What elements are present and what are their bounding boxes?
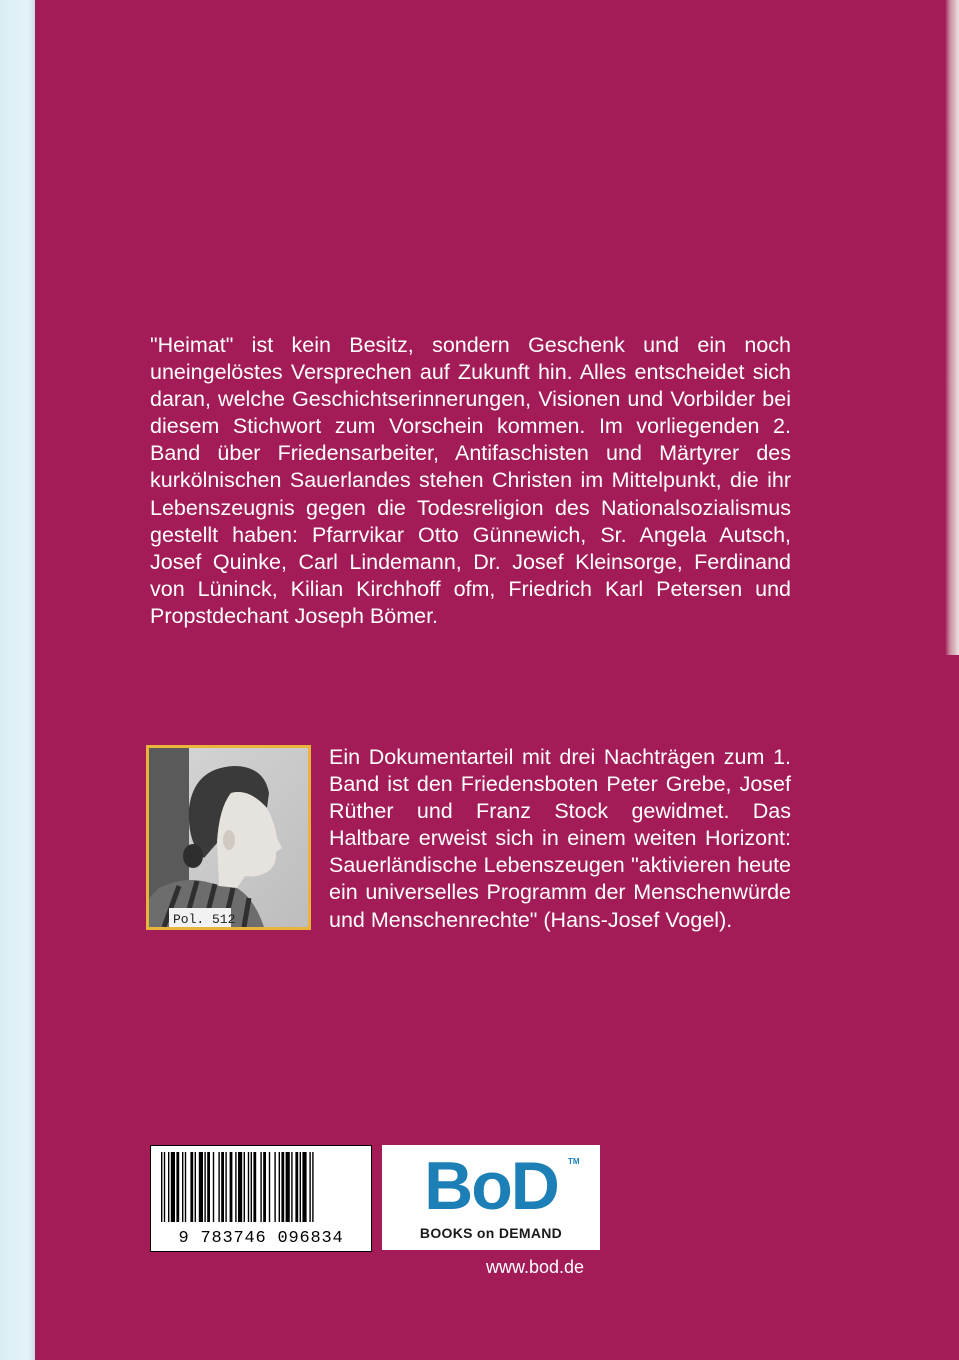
- photo-plaque-text: Pol. 512: [173, 912, 236, 927]
- publisher-logo-box: [382, 1145, 600, 1250]
- left-edge-strip: [0, 0, 35, 1360]
- trademark-mark: TM: [568, 1157, 580, 1166]
- blurb-main-paragraph: "Heimat" ist kein Besitz, sondern Geschenk und ein noch uneingelöstes Versprechen auf Zukunft hin. Alles entscheidet sich daran, welche Geschichtserinnerungen, Visionen und Vorbilder bei diesem Stichwort zum Vorschein kommen. Im vorliegenden 2. Band über Friedensarbeiter, Antifaschisten und Märtyrer des kurkölnischen Sauerlandes stehen Christen im Mittelpunkt, die ihr Lebenszeugnis gegen die Todesreligion des Nationalsozialismus gestellt haben: Pfarrvikar Otto Günnewich, Sr. Angela Autsch, Josef Quinke, Carl Lindemann, Dr. Josef Kleinsorge, Ferdinand von Lüninck, Kilian Kirchhoff ofm, Friedrich Karl Petersen und Propstdechant Joseph Bömer.: [150, 333, 791, 628]
- right-edge-shadow: [945, 0, 959, 655]
- portrait-photo: [146, 745, 311, 930]
- barcode-digits: 9 783746 096834: [178, 1229, 344, 1248]
- publisher-tagline: BOOKS on DEMAND: [419, 1225, 563, 1241]
- barcode-bars: [161, 1152, 361, 1222]
- blurb-second-paragraph: Ein Dokumentarteil mit drei Nachträgen zum 1. Band ist den Friedensboten Peter Grebe, Josef Rüther und Franz Stock gewidmet. Das Haltbare erweist sich in einem weiten Horizont: Sauerländische Lebenszeugen "aktivieren heute ein universelles Programm der Menschenwürde und Menschenrechte" (Hans-Josef Vogel).: [329, 745, 791, 932]
- publisher-logo: BoD: [424, 1148, 558, 1224]
- isbn-barcode: [150, 1145, 372, 1252]
- publisher-website: www.bod.de: [486, 1257, 585, 1277]
